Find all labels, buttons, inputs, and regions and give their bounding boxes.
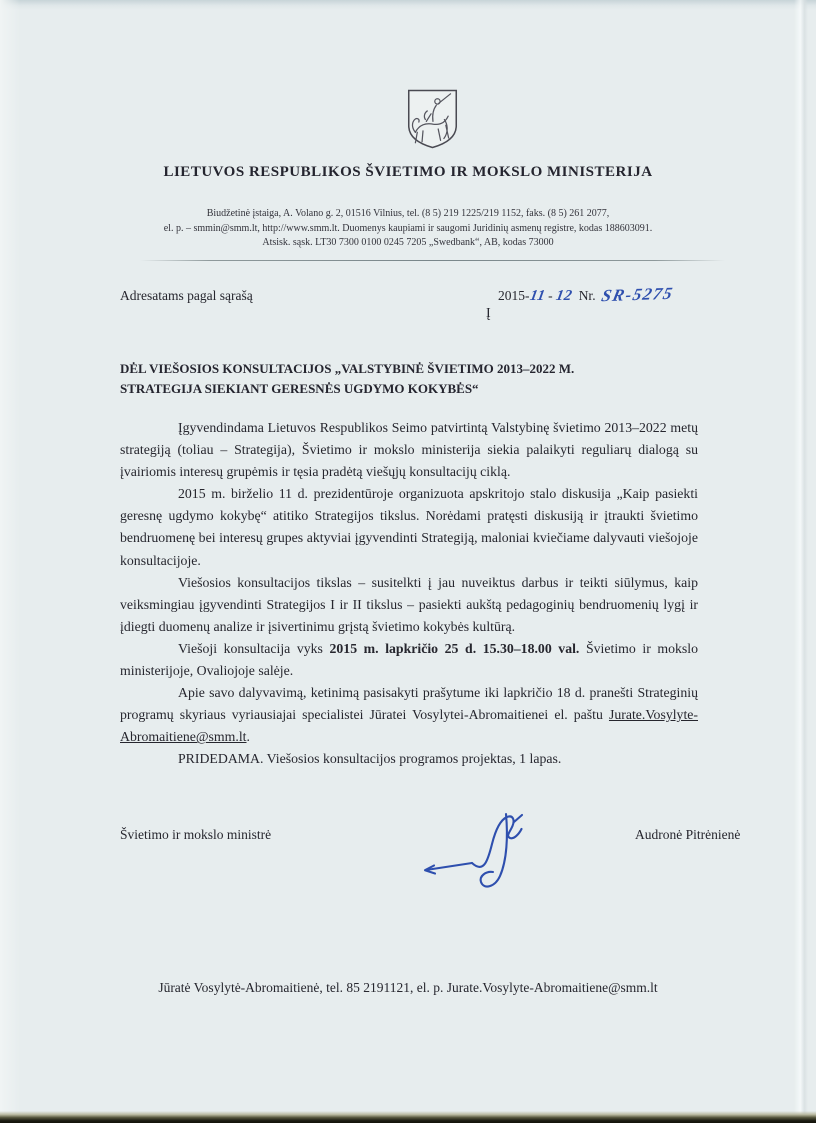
scan-edge-bottom bbox=[0, 1111, 816, 1123]
body-text-segment: Įgyvendindama Lietuvos Respublikos Seimo patvirtintą Valstybinę švietimo 2013–2022 metų strategiją (toliau – Strategija), Švietimo ir mokslo ministerija siekia palaikyti reguliarų dialogą su įvairiomis interesų grupėmis ir tęsia pradėtą viešųjų konsultacijų ciklą. bbox=[120, 420, 698, 480]
body-paragraph bbox=[120, 483, 698, 571]
nr-label: Nr. bbox=[578, 288, 596, 303]
body-paragraph bbox=[120, 572, 698, 638]
body-text-segment: PRIDEDAMA. Viešosios konsultacijos programos projektas, 1 lapas. bbox=[178, 751, 562, 767]
scan-edge-top bbox=[0, 0, 816, 10]
body-text-segment: Apie savo dalyvavimą, ketinimą pasisakyti prašytume iki lapkričio 18 d. pranešti Strateginių programų skyriaus vyriausiajai specialistei Jūratei Vosylytei-Abromaitienei el. paštu bbox=[120, 685, 698, 723]
addressee-line: Adresatams pagal sąrašą bbox=[120, 288, 253, 303]
contact-footer: Jūratė Vosylytė-Abromaitienė, tel. 85 2191121, el. p. Jurate.Vosylyte-Abromaitiene@smm.lt bbox=[158, 980, 658, 995]
body-paragraph bbox=[120, 748, 698, 770]
letterhead-divider bbox=[140, 260, 725, 261]
reference-mark: Į bbox=[486, 306, 491, 321]
letterhead-address-block bbox=[88, 207, 728, 251]
lithuania-vytis-coat-of-arms-icon bbox=[404, 87, 461, 151]
handwritten-month: 11 bbox=[528, 288, 547, 304]
email-link[interactable]: Jurate.Vosylyte-Abromaitiene@smm.lt bbox=[120, 707, 698, 745]
signer-name: Audronė Pitrėnienė bbox=[635, 827, 741, 842]
address-line-3: Atsisk. sąsk. LT30 7300 0100 0245 7205 „Swedbank“, AB, kodas 73000 bbox=[262, 237, 554, 248]
date-and-number-line bbox=[498, 283, 676, 306]
signer-title: Švietimo ir mokslo ministrė bbox=[120, 827, 272, 842]
address-line-2: el. p. – smmin@smm.lt, http://www.smm.lt. Duomenys kaupiami ir saugomi Juridinių asmenų registre, kodas 188603091. bbox=[163, 222, 653, 234]
body-text-segment: 2015 m. lapkričio 25 d. 15.30–18.00 val. bbox=[329, 640, 580, 656]
body-paragraph bbox=[120, 638, 698, 682]
subject-heading: DĖL VIEŠOSIOS KONSULTACIJOS „VALSTYBINĖ ŠVIETIMO 2013–2022 M. STRATEGIJA SIEKIANT GERESNĖS UGDYMO KOKYBĖS“ bbox=[120, 361, 575, 396]
body-text-segment: Viešosios konsultacijos tikslas – susitelkti į jau nuveiktus darbus ir teikti siūlymus, kaip veiksmingiau įgyvendinti Strategijos I ir II tikslus – pasiekti aukštą pedagoginių bendruomenių lygį ir įdiegti duomenų analize ir įsivertinimu grįstą švietimo kokybės kultūrą. bbox=[120, 574, 698, 634]
body-text-segment: Švietimo ir mokslo ministerijoje, Ovaliojoje salėje. bbox=[120, 640, 699, 679]
address-line-1: Biudžetinė įstaiga, A. Volano g. 2, 01516 Vilnius, tel. (8 5) 219 1225/219 1152, faks. (8 5) 261 2077, bbox=[206, 208, 610, 219]
date-printed-prefix: 2015- bbox=[498, 288, 530, 303]
body-text-segment: 2015 m. birželio 11 d. prezidentūroje organizuota apskritojo stalo diskusija „Kaip pasiekti geresnę ugdymo kokybę“ atitiko Strategijos tikslus. Norėdami pratęsti diskusiją ir įtraukti švietimo bendruomenę bei interesų grupes aktyviai įgyvendinti Strategiją, maloniai kviečiame dalyvauti viešojoje konsultacijoje. bbox=[120, 486, 698, 568]
date-separator: - bbox=[548, 288, 553, 303]
body-text-segment: Viešoji konsultacija vyks bbox=[178, 640, 330, 656]
handwritten-signature-icon bbox=[418, 808, 548, 900]
handwritten-doc-number: SR-5275 bbox=[600, 283, 676, 306]
body-paragraph bbox=[120, 682, 698, 748]
handwritten-day: 12 bbox=[554, 288, 574, 304]
ministry-title: LIETUVOS RESPUBLIKOS ŠVIETIMO IR MOKSLO MINISTERIJA bbox=[163, 164, 653, 180]
body-paragraph bbox=[120, 417, 698, 483]
body-text-segment: . bbox=[246, 729, 250, 745]
letter-body bbox=[120, 417, 698, 771]
